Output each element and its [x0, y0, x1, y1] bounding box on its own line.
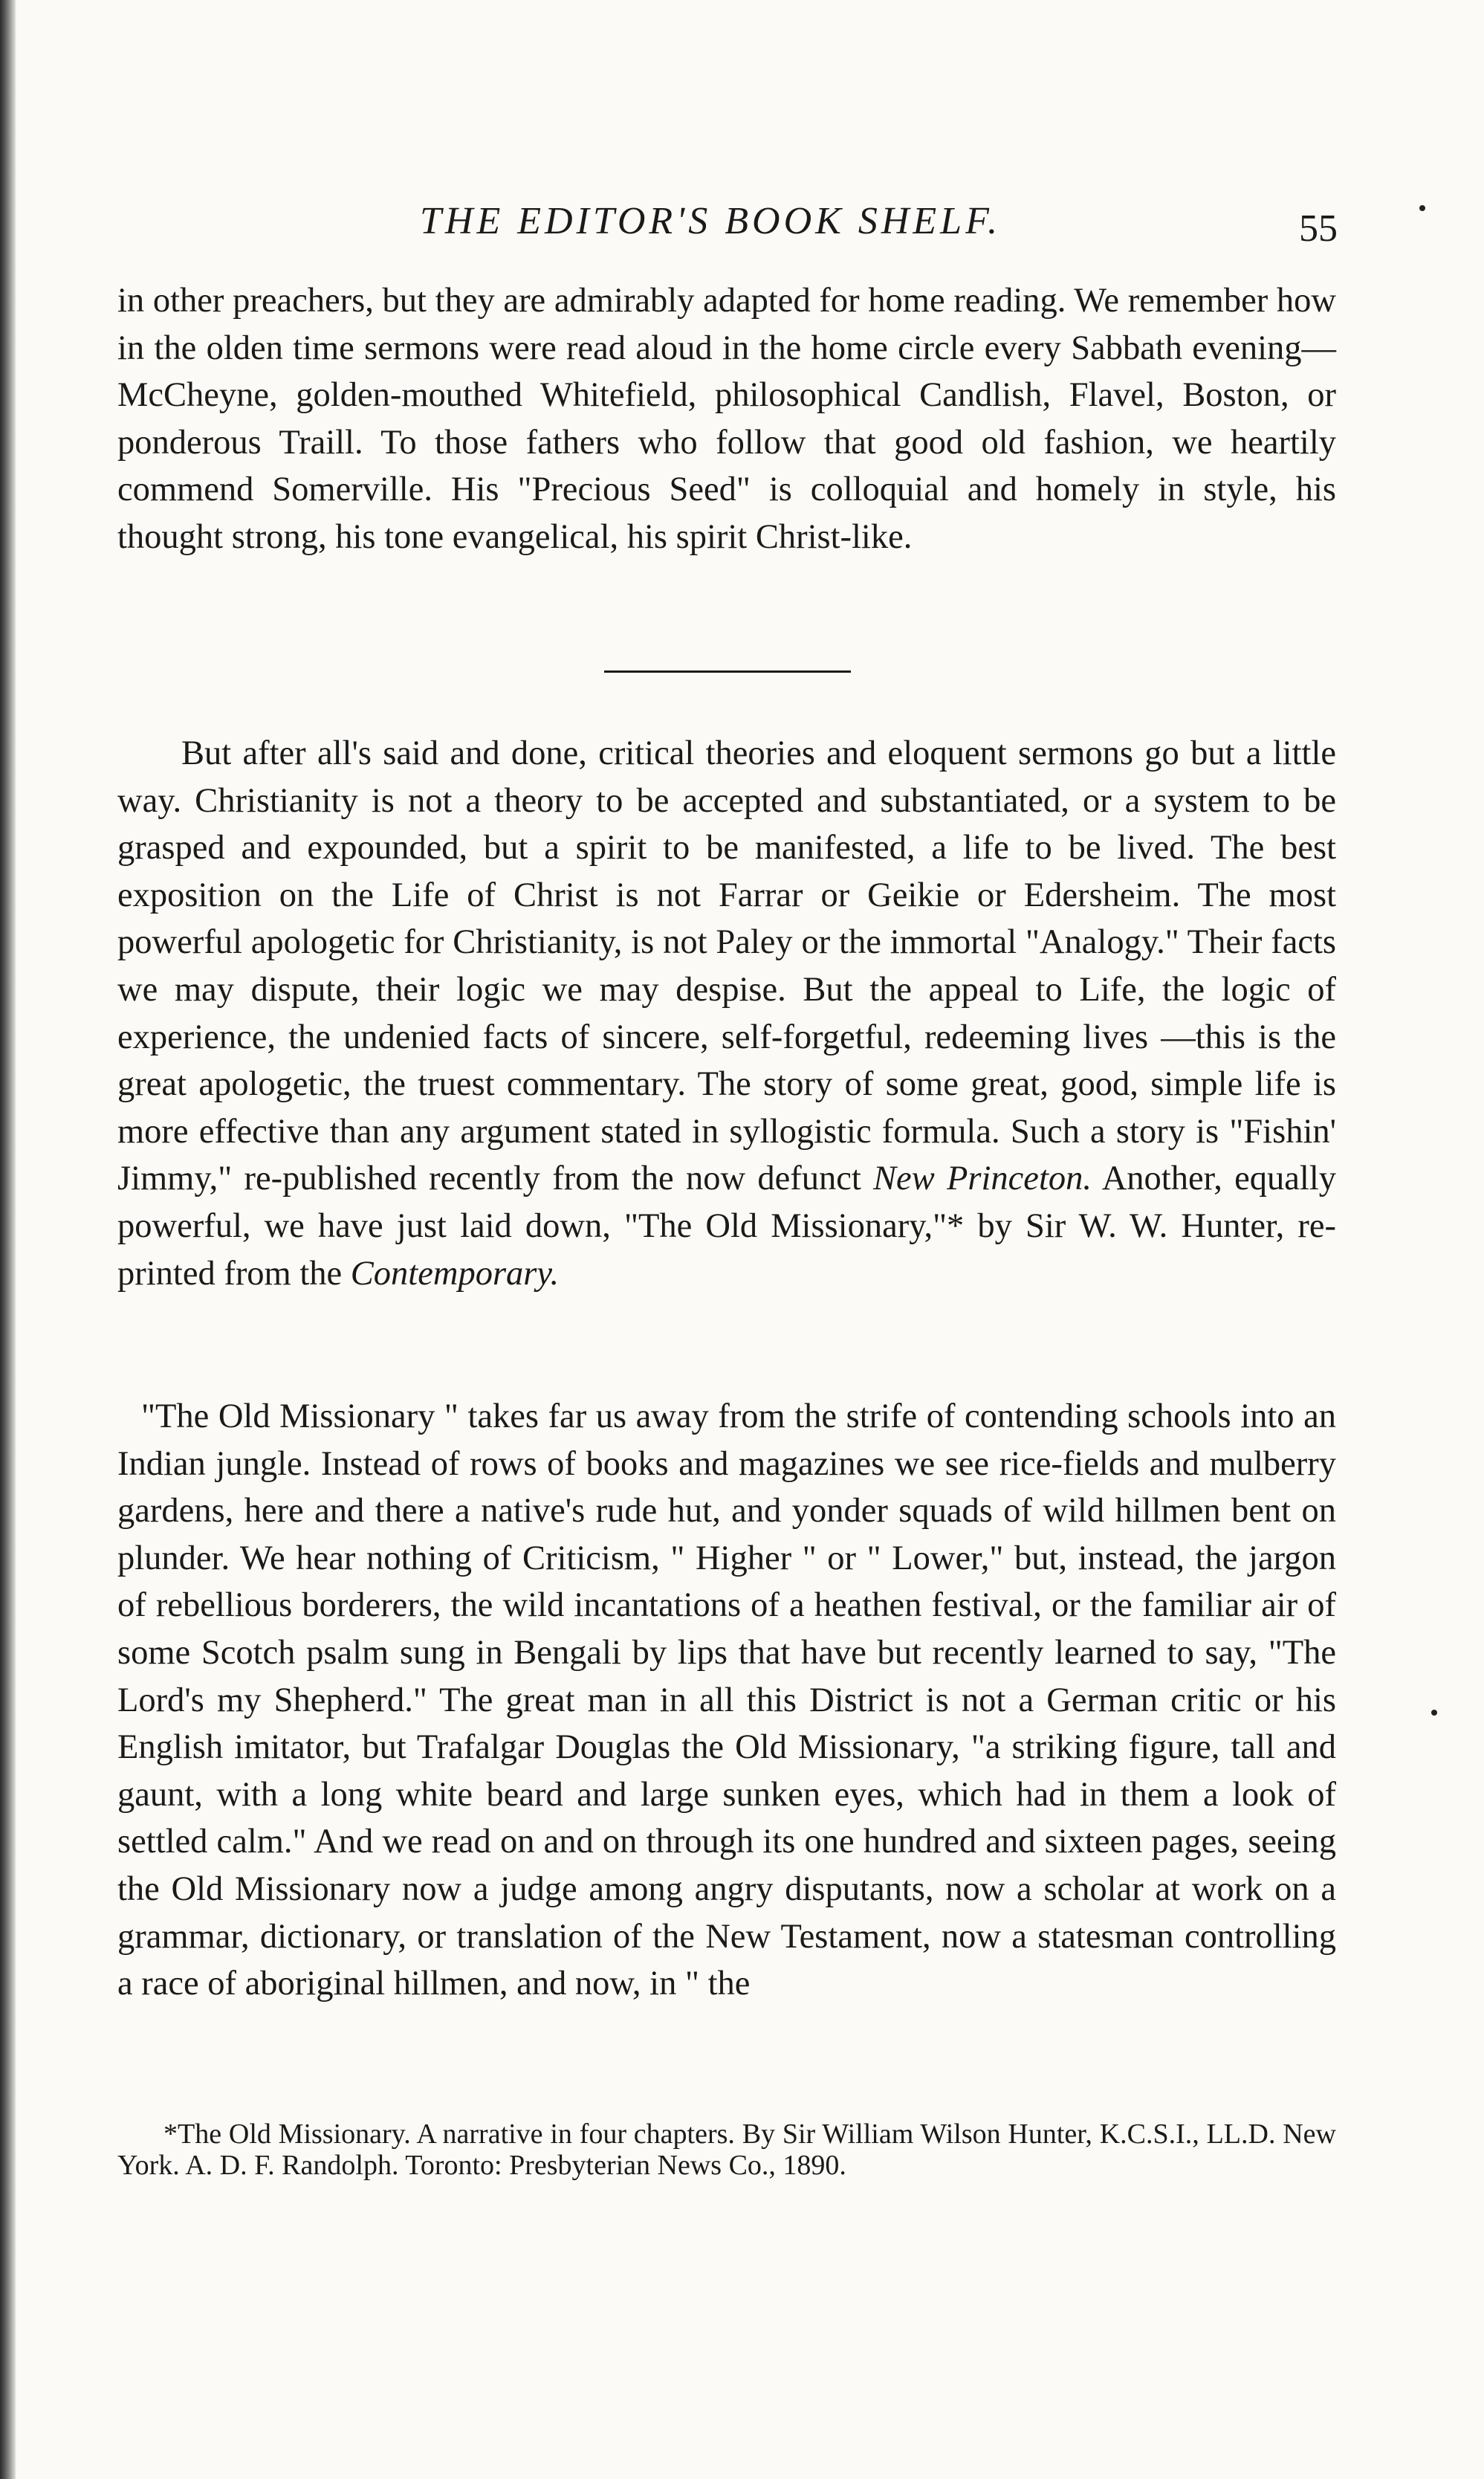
paragraph-1: [117, 277, 1336, 561]
page-header: [126, 199, 1338, 251]
paragraph-3-text: "The Old Missionary " takes far us away from the strife of contending schools into an Indian jungle. Instead of rows of books and magazines we see rice-fields and mulberry gardens, here and there a native's rude hut, and yonder squads of wild hillmen bent on plunder. We hear nothing of Criticism, " Higher " or " Lower," but, instead, the jargon of rebellious borderers, the wild incantations of a heathen festival, or the familiar air of some Scotch psalm sung in Bengali by lips that have but recently learned to say, "The Lord's my Shepherd." The great man in all this District is not a German critic or his English imitator, but Trafalgar Douglas the Old Missionary, "a striking figure, tall and gaunt, with a long white beard and large sunken eyes, which had in them a look of settled calm." And we read on and on through its one hundred and sixteen pages, seeing the Old Missionary now a judge among angry disputants, now a scholar at work on a grammar, dictionary, or translation of the New Testament, now a statesman controlling a race of aboriginal hillmen, and now, in " the: [117, 1397, 1336, 2003]
title-contemporary: Contemporary.: [350, 1254, 560, 1293]
paragraph-3: [117, 1393, 1336, 2008]
page-number: 55: [1299, 207, 1338, 250]
page-binding-edge: [0, 0, 16, 2479]
paragraph-2: [117, 730, 1336, 1297]
paragraph-2-text-b: Another, equally powerful, we have just laid down, "The Old Missionary,"* by Sir W. W. Hunter, re-printed from the: [117, 1160, 1336, 1293]
ink-speck: [1431, 1710, 1437, 1716]
paragraph-1-text: in other preachers, but they are admirably adapted for home reading. We remember how in the olden time sermons were read aloud in the home circle every Sabbath evening—McCheyne, golden-mouthed Whitefield, philosophical Candlish, Flavel, Boston, or ponderous Traill. To those fathers who follow that good old fashion, we heartily commend Somerville. His "Precious Seed" is colloquial and homely in style, his thought strong, his tone evangelical, his spirit Christ-like.: [117, 282, 1336, 556]
paragraph-2-text-a: But after all's said and done, critical theories and eloquent sermons go but a little way. Christianity is not a theory to be accepted and substantiated, or a system to be grasped and expounded, but a spirit to be manifested, a life to be lived. The best exposition on the Life of Christ is not Farrar or Geikie or Edersheim. The most powerful apologetic for Christianity, is not Paley or the immortal "Analogy." Their facts we may dispute, their logic we may despise. But the appeal to Life, the logic of experience, the undenied facts of sincere, self-forgetful, redeeming lives —this is the great apologetic, the truest commentary. The story of some great, good, simple life is more effective than any argument stated in syllogistic formula. Such a story is "Fishin' Jimmy," re-published recently from the now defunct: [117, 734, 1336, 1198]
title-new-princeton: New Princeton.: [873, 1160, 1092, 1198]
section-divider: [604, 670, 851, 673]
running-title: THE EDITOR'S BOOK SHELF.: [420, 200, 1002, 242]
footnote-text: *The Old Missionary. A narrative in four chapters. By Sir William Wilson Hunter, K.C.S.I., LL.D. New York. A. D. F. Randolph. Toronto: Presbyterian News Co., 1890.: [117, 2118, 1336, 2181]
ink-speck: [1419, 205, 1425, 211]
footnote: [117, 2118, 1336, 2181]
